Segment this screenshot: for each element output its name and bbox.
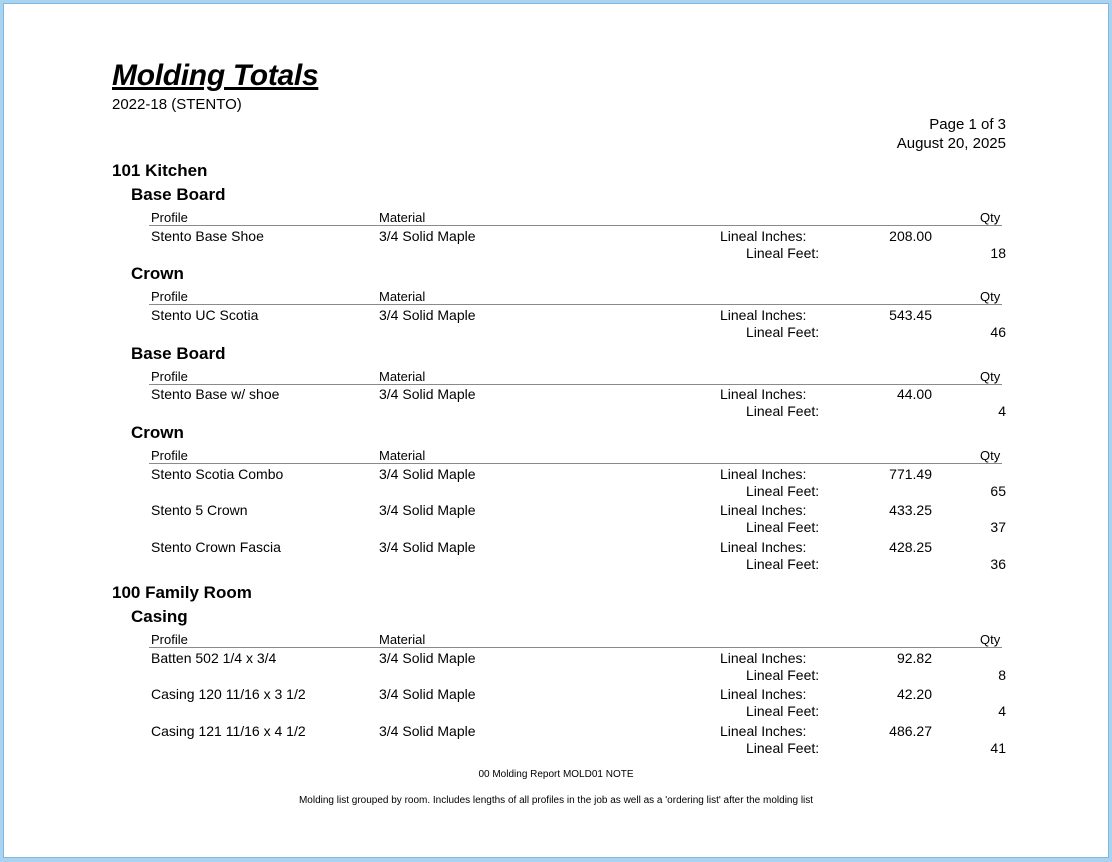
qty-value: 4 <box>998 403 1006 419</box>
group-heading: Base Board <box>131 344 226 363</box>
footer-report-id: 00 Molding Report MOLD01 NOTE <box>478 769 634 780</box>
profile-name: Stento 5 Crown <box>151 502 248 518</box>
lineal-inches-value: 433.25 <box>889 502 932 518</box>
material-name: 3/4 Solid Maple <box>379 466 476 482</box>
lineal-inches-value: 42.20 <box>896 686 932 702</box>
group-heading: Casing <box>131 607 188 626</box>
lineal-inches-label: Lineal Inches: <box>720 723 807 739</box>
lineal-inches-label: Lineal Inches: <box>720 386 807 402</box>
profile-name: Stento UC Scotia <box>151 307 259 323</box>
profile-name: Casing 121 11/16 x 4 1/2 <box>151 723 306 739</box>
profile-name: Stento Base Shoe <box>151 228 264 244</box>
material-name: 3/4 Solid Maple <box>379 386 476 402</box>
material-name: 3/4 Solid Maple <box>379 539 476 555</box>
job-subtitle: 2022-18 (STENTO) <box>112 96 242 113</box>
lineal-feet-label: Lineal Feet: <box>746 556 820 572</box>
report-date: August 20, 2025 <box>896 135 1006 152</box>
lineal-feet-label: Lineal Feet: <box>746 403 820 419</box>
qty-value: 46 <box>990 324 1006 340</box>
group-heading: Crown <box>131 423 184 442</box>
material-name: 3/4 Solid Maple <box>379 228 476 244</box>
column-header-material: Material <box>379 289 426 304</box>
column-header-qty: Qty <box>980 632 1001 647</box>
header-divider <box>149 384 1002 385</box>
header-divider <box>149 225 1002 226</box>
column-header-profile: Profile <box>151 369 188 384</box>
page-info <box>897 115 1006 153</box>
qty-value: 37 <box>990 519 1006 535</box>
header-divider <box>149 647 1002 648</box>
column-header-profile: Profile <box>151 448 188 463</box>
header-divider <box>149 304 1002 305</box>
column-header-qty: Qty <box>980 369 1001 384</box>
material-name: 3/4 Solid Maple <box>379 723 476 739</box>
report-page <box>3 3 1109 858</box>
column-header-qty: Qty <box>980 210 1001 225</box>
profile-name: Stento Scotia Combo <box>151 466 284 482</box>
lineal-inches-value: 486.27 <box>889 723 932 739</box>
column-header-material: Material <box>379 632 426 647</box>
lineal-inches-label: Lineal Inches: <box>720 650 807 666</box>
profile-name: Batten 502 1/4 x 3/4 <box>151 650 277 666</box>
lineal-feet-label: Lineal Feet: <box>746 740 820 756</box>
lineal-inches-label: Lineal Inches: <box>720 307 807 323</box>
footer-description: Molding list grouped by room. Includes lengths of all profiles in the job as well as a 'ordering list' after the molding list <box>298 795 814 806</box>
lineal-feet-label: Lineal Feet: <box>746 483 820 499</box>
page-number: Page 1 of 3 <box>929 116 1006 133</box>
lineal-inches-value: 543.45 <box>889 307 932 323</box>
lineal-inches-label: Lineal Inches: <box>720 466 807 482</box>
lineal-inches-value: 92.82 <box>896 650 932 666</box>
column-header-material: Material <box>379 210 426 225</box>
lineal-inches-value: 428.25 <box>889 539 932 555</box>
lineal-inches-label: Lineal Inches: <box>720 539 807 555</box>
column-header-profile: Profile <box>151 289 188 304</box>
lineal-inches-value: 208.00 <box>889 228 932 244</box>
lineal-feet-label: Lineal Feet: <box>746 324 820 340</box>
lineal-inches-label: Lineal Inches: <box>720 686 807 702</box>
column-header-material: Material <box>379 369 426 384</box>
profile-name: Stento Base w/ shoe <box>151 386 280 402</box>
material-name: 3/4 Solid Maple <box>379 502 476 518</box>
room-heading: 100 Family Room <box>112 583 252 602</box>
lineal-feet-label: Lineal Feet: <box>746 703 820 719</box>
column-header-profile: Profile <box>151 632 188 647</box>
qty-value: 65 <box>990 483 1006 499</box>
report-title: Molding Totals <box>112 59 319 92</box>
profile-name: Casing 120 11/16 x 3 1/2 <box>151 686 306 702</box>
lineal-feet-label: Lineal Feet: <box>746 667 820 683</box>
lineal-feet-label: Lineal Feet: <box>746 245 820 261</box>
qty-value: 41 <box>990 740 1006 756</box>
profile-name: Stento Crown Fascia <box>151 539 281 555</box>
material-name: 3/4 Solid Maple <box>379 686 476 702</box>
lineal-inches-label: Lineal Inches: <box>720 502 807 518</box>
column-header-profile: Profile <box>151 210 188 225</box>
room-heading: 101 Kitchen <box>112 161 208 180</box>
qty-value: 18 <box>990 245 1006 261</box>
material-name: 3/4 Solid Maple <box>379 307 476 323</box>
column-header-qty: Qty <box>980 289 1001 304</box>
group-heading: Base Board <box>131 185 226 204</box>
column-header-qty: Qty <box>980 448 1001 463</box>
lineal-inches-label: Lineal Inches: <box>720 228 807 244</box>
header-divider <box>149 463 1002 464</box>
lineal-feet-label: Lineal Feet: <box>746 519 820 535</box>
lineal-inches-value: 44.00 <box>896 386 932 402</box>
material-name: 3/4 Solid Maple <box>379 650 476 666</box>
qty-value: 8 <box>998 667 1006 683</box>
column-header-material: Material <box>379 448 426 463</box>
qty-value: 36 <box>990 556 1006 572</box>
group-heading: Crown <box>131 264 184 283</box>
qty-value: 4 <box>998 703 1006 719</box>
lineal-inches-value: 771.49 <box>889 466 932 482</box>
